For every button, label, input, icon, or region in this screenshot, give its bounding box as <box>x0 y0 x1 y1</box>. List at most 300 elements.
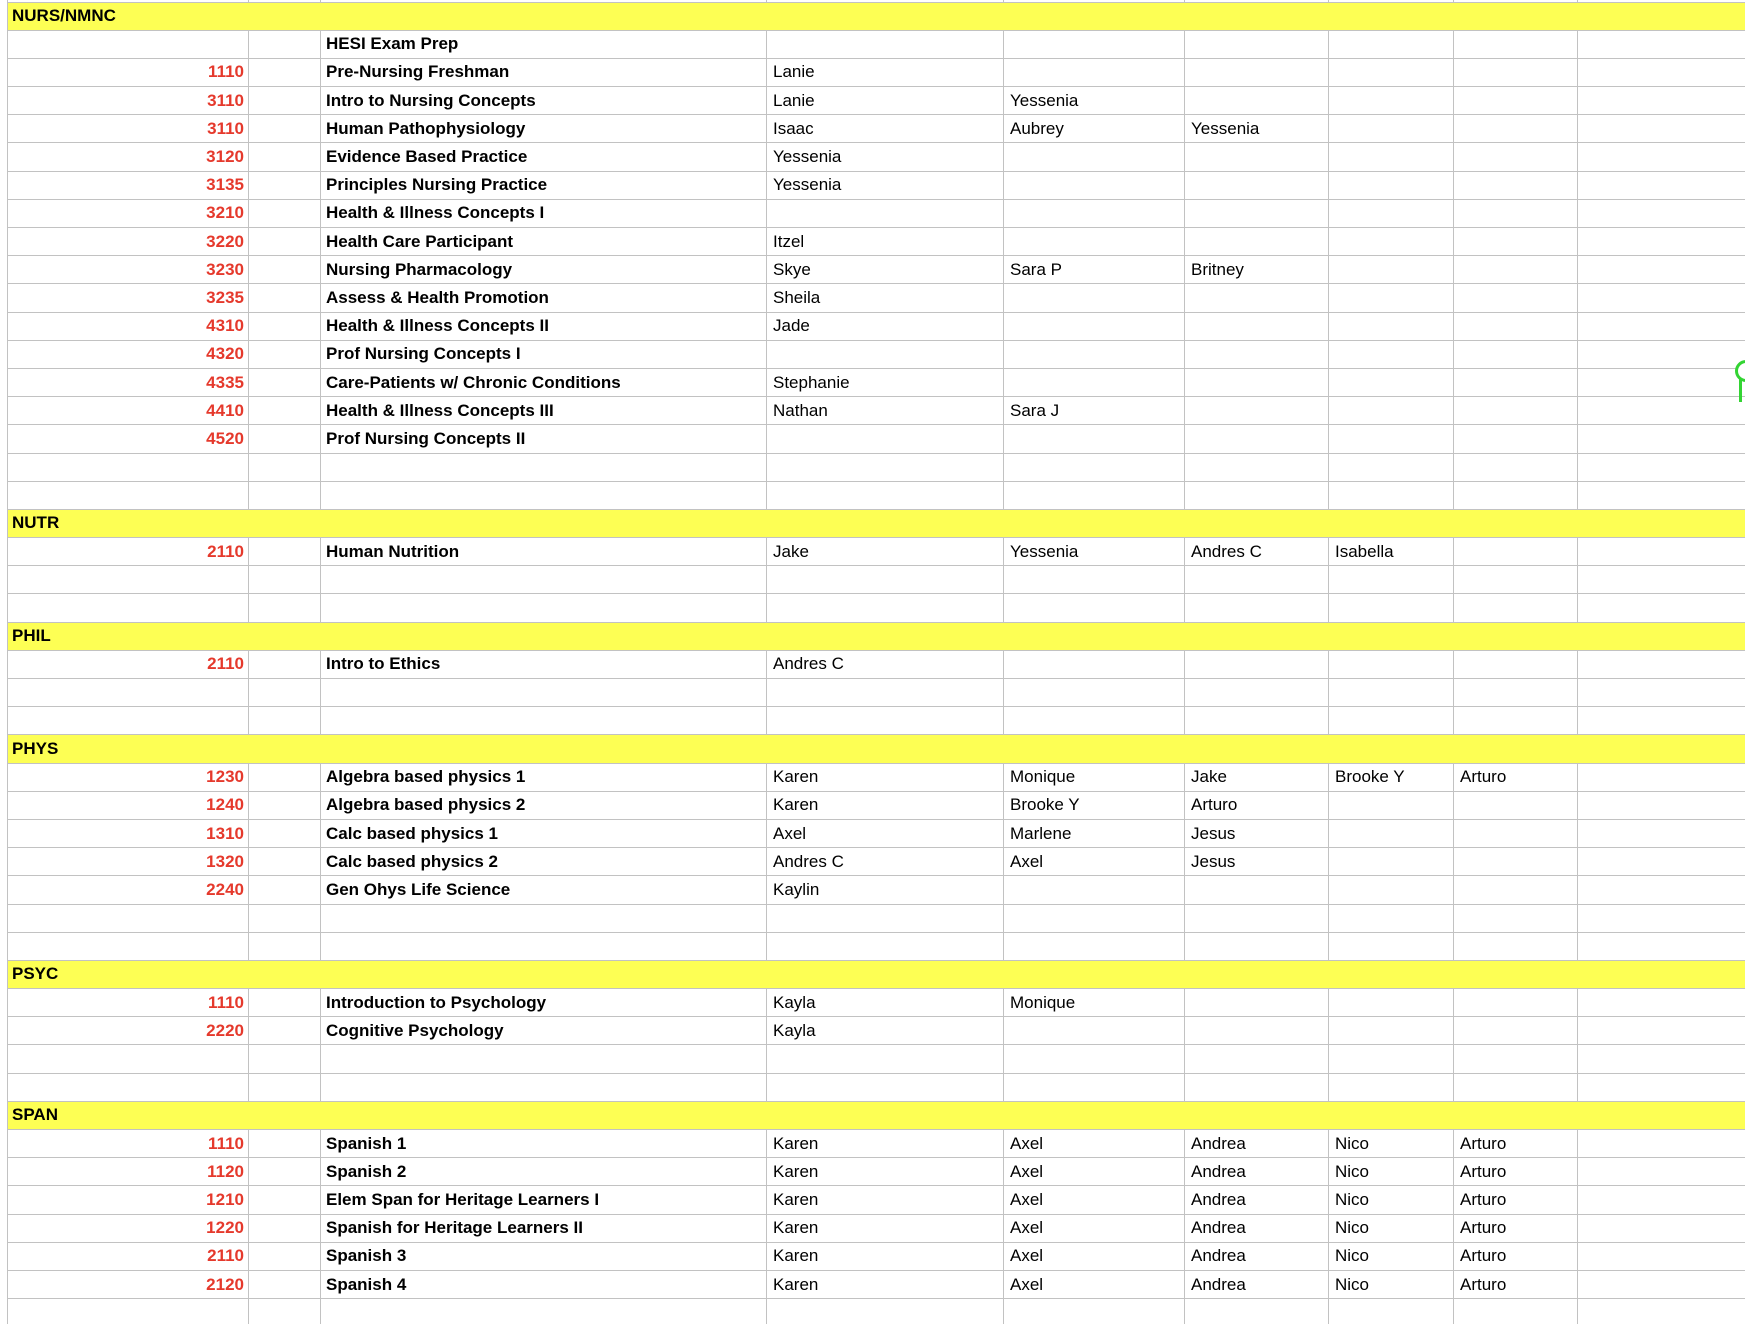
tutor-cell[interactable] <box>1185 454 1329 481</box>
tutor-cell[interactable] <box>1329 313 1454 340</box>
trailing-cell[interactable] <box>1578 1186 1745 1213</box>
tutor-cell[interactable] <box>1454 87 1578 114</box>
tutor-cell[interactable] <box>1329 200 1454 227</box>
trailing-cell[interactable] <box>1578 764 1745 791</box>
tutor-cell[interactable] <box>1454 313 1578 340</box>
tutor-cell[interactable]: Jade <box>767 313 1004 340</box>
tutor-cell[interactable]: Arturo <box>1454 1186 1578 1213</box>
tutor-cell[interactable] <box>1329 594 1454 621</box>
tutor-cell[interactable]: Kaylin <box>767 876 1004 903</box>
trailing-cell[interactable] <box>1578 651 1745 678</box>
tutor-cell[interactable] <box>1329 679 1454 706</box>
tutor-cell[interactable]: Axel <box>1004 1271 1185 1298</box>
tutor-cell[interactable]: Axel <box>1004 848 1185 875</box>
course-number-cell[interactable]: 1230 <box>8 764 249 791</box>
spacer-cell[interactable] <box>249 482 321 509</box>
spacer-cell[interactable] <box>249 172 321 199</box>
tutor-cell[interactable] <box>1185 933 1329 960</box>
tutor-cell[interactable] <box>1185 876 1329 903</box>
tutor-cell[interactable] <box>767 566 1004 593</box>
tutor-cell[interactable]: Andrea <box>1185 1130 1329 1157</box>
course-name-cell[interactable]: Pre-Nursing Freshman <box>321 59 767 86</box>
tutor-cell[interactable] <box>1454 172 1578 199</box>
tutor-cell[interactable]: Andrea <box>1185 1215 1329 1242</box>
tutor-cell[interactable] <box>1329 284 1454 311</box>
tutor-cell[interactable]: Lanie <box>767 87 1004 114</box>
tutor-cell[interactable] <box>1185 87 1329 114</box>
tutor-cell[interactable] <box>1329 228 1454 255</box>
course-name-cell[interactable]: Intro to Ethics <box>321 651 767 678</box>
tutor-cell[interactable]: Nico <box>1329 1130 1454 1157</box>
course-name-cell[interactable]: Calc based physics 1 <box>321 820 767 847</box>
tutor-cell[interactable]: Brooke Y <box>1329 764 1454 791</box>
tutor-cell[interactable] <box>1185 651 1329 678</box>
tutor-cell[interactable]: Karen <box>767 1130 1004 1157</box>
spacer-cell[interactable] <box>249 454 321 481</box>
course-name-cell[interactable] <box>321 1299 767 1324</box>
tutor-cell[interactable] <box>1329 256 1454 283</box>
tutor-cell[interactable]: Nico <box>1329 1186 1454 1213</box>
tutor-cell[interactable] <box>1454 425 1578 452</box>
trailing-cell[interactable] <box>1578 425 1745 452</box>
trailing-cell[interactable] <box>1578 1299 1745 1324</box>
tutor-cell[interactable] <box>767 1299 1004 1324</box>
tutor-cell[interactable] <box>1004 1074 1185 1101</box>
tutor-cell[interactable] <box>1329 369 1454 396</box>
course-number-cell[interactable]: 1120 <box>8 1158 249 1185</box>
tutor-cell[interactable] <box>1004 905 1185 932</box>
spacer-cell[interactable] <box>249 228 321 255</box>
tutor-cell[interactable]: Nathan <box>767 397 1004 424</box>
course-number-cell[interactable]: 1320 <box>8 848 249 875</box>
tutor-cell[interactable] <box>1004 313 1185 340</box>
tutor-cell[interactable]: Karen <box>767 1215 1004 1242</box>
tutor-cell[interactable] <box>1454 31 1578 58</box>
tutor-cell[interactable]: Karen <box>767 764 1004 791</box>
spacer-cell[interactable] <box>249 989 321 1016</box>
tutor-cell[interactable]: Andres C <box>1185 538 1329 565</box>
tutor-cell[interactable] <box>1454 115 1578 142</box>
tutor-cell[interactable]: Karen <box>767 1158 1004 1185</box>
course-name-cell[interactable]: Intro to Nursing Concepts <box>321 87 767 114</box>
tutor-cell[interactable] <box>1454 876 1578 903</box>
tutor-cell[interactable]: Yessenia <box>1185 115 1329 142</box>
course-name-cell[interactable]: Spanish 1 <box>321 1130 767 1157</box>
tutor-cell[interactable] <box>1004 707 1185 734</box>
tutor-cell[interactable]: Axel <box>1004 1215 1185 1242</box>
tutor-cell[interactable]: Karen <box>767 1186 1004 1213</box>
course-name-cell[interactable] <box>321 707 767 734</box>
tutor-cell[interactable] <box>1004 425 1185 452</box>
tutor-cell[interactable] <box>1185 59 1329 86</box>
tutor-cell[interactable] <box>1329 341 1454 368</box>
tutor-cell[interactable]: Brooke Y <box>1004 792 1185 819</box>
spacer-cell[interactable] <box>249 1299 321 1324</box>
course-number-cell[interactable] <box>8 933 249 960</box>
section-row[interactable] <box>8 735 1745 763</box>
course-number-cell[interactable]: 3110 <box>8 115 249 142</box>
section-row[interactable] <box>8 3 1745 31</box>
course-number-cell[interactable]: 2240 <box>8 876 249 903</box>
spacer-cell[interactable] <box>249 200 321 227</box>
course-name-cell[interactable]: Health & Illness Concepts I <box>321 200 767 227</box>
tutor-cell[interactable] <box>1329 0 1454 2</box>
tutor-cell[interactable] <box>1454 594 1578 621</box>
trailing-cell[interactable] <box>1578 0 1745 2</box>
course-number-cell[interactable] <box>8 679 249 706</box>
tutor-cell[interactable] <box>767 482 1004 509</box>
trailing-cell[interactable] <box>1578 341 1745 368</box>
course-name-cell[interactable]: Spanish 3 <box>321 1243 767 1270</box>
tutor-cell[interactable] <box>1004 59 1185 86</box>
course-name-cell[interactable]: Nursing Pharmacology <box>321 256 767 283</box>
tutor-cell[interactable]: Isaac <box>767 115 1004 142</box>
tutor-cell[interactable]: Nico <box>1329 1271 1454 1298</box>
tutor-cell[interactable] <box>767 341 1004 368</box>
tutor-cell[interactable] <box>1329 172 1454 199</box>
course-number-cell[interactable] <box>8 1045 249 1072</box>
trailing-cell[interactable] <box>1578 31 1745 58</box>
tutor-cell[interactable]: Kayla <box>767 989 1004 1016</box>
tutor-cell[interactable]: Axel <box>767 820 1004 847</box>
course-number-cell[interactable]: 2110 <box>8 1243 249 1270</box>
tutor-cell[interactable]: Jake <box>1185 764 1329 791</box>
trailing-cell[interactable] <box>1578 369 1745 396</box>
tutor-cell[interactable] <box>1329 820 1454 847</box>
tutor-cell[interactable]: Nico <box>1329 1158 1454 1185</box>
tutor-cell[interactable] <box>1185 425 1329 452</box>
course-number-cell[interactable] <box>8 1299 249 1324</box>
tutor-cell[interactable] <box>1454 989 1578 1016</box>
trailing-cell[interactable] <box>1578 679 1745 706</box>
tutor-cell[interactable] <box>1454 538 1578 565</box>
course-number-cell[interactable]: 2220 <box>8 1017 249 1044</box>
trailing-cell[interactable] <box>1578 284 1745 311</box>
course-name-cell[interactable]: HESI Exam Prep <box>321 31 767 58</box>
trailing-cell[interactable] <box>1578 397 1745 424</box>
tutor-cell[interactable]: Arturo <box>1454 764 1578 791</box>
tutor-cell[interactable]: Kayla <box>767 1017 1004 1044</box>
spacer-cell[interactable] <box>249 594 321 621</box>
tutor-cell[interactable] <box>1454 228 1578 255</box>
tutor-cell[interactable] <box>1004 876 1185 903</box>
tutor-cell[interactable] <box>1185 679 1329 706</box>
tutor-cell[interactable] <box>1185 1017 1329 1044</box>
spacer-cell[interactable] <box>249 820 321 847</box>
tutor-cell[interactable]: Sara P <box>1004 256 1185 283</box>
tutor-cell[interactable] <box>1329 651 1454 678</box>
spacer-cell[interactable] <box>249 397 321 424</box>
tutor-cell[interactable]: Jesus <box>1185 820 1329 847</box>
tutor-cell[interactable]: Britney <box>1185 256 1329 283</box>
spacer-cell[interactable] <box>249 284 321 311</box>
spacer-cell[interactable] <box>249 369 321 396</box>
tutor-cell[interactable] <box>1454 679 1578 706</box>
course-name-cell[interactable]: Spanish for Heritage Learners II <box>321 1215 767 1242</box>
course-name-cell[interactable] <box>321 482 767 509</box>
tutor-cell[interactable] <box>1004 482 1185 509</box>
trailing-cell[interactable] <box>1578 1130 1745 1157</box>
tutor-cell[interactable]: Yessenia <box>767 143 1004 170</box>
tutor-cell[interactable] <box>1454 905 1578 932</box>
tutor-cell[interactable] <box>1329 876 1454 903</box>
tutor-cell[interactable] <box>767 707 1004 734</box>
tutor-cell[interactable] <box>1454 1017 1578 1044</box>
tutor-cell[interactable]: Andres C <box>767 848 1004 875</box>
tutor-cell[interactable] <box>1454 397 1578 424</box>
tutor-cell[interactable]: Andres C <box>767 651 1004 678</box>
course-name-cell[interactable]: Health Care Participant <box>321 228 767 255</box>
course-number-cell[interactable] <box>8 482 249 509</box>
trailing-cell[interactable] <box>1578 876 1745 903</box>
tutor-cell[interactable]: Arturo <box>1454 1243 1578 1270</box>
course-number-cell[interactable]: 3110 <box>8 87 249 114</box>
tutor-cell[interactable] <box>1185 566 1329 593</box>
course-name-cell[interactable] <box>321 1074 767 1101</box>
tutor-cell[interactable] <box>1185 1299 1329 1324</box>
section-row[interactable] <box>8 1102 1745 1130</box>
spacer-cell[interactable] <box>249 1271 321 1298</box>
tutor-cell[interactable] <box>767 0 1004 2</box>
spacer-cell[interactable] <box>249 341 321 368</box>
tutor-cell[interactable] <box>1185 482 1329 509</box>
course-name-cell[interactable]: Prof Nursing Concepts I <box>321 341 767 368</box>
tutor-cell[interactable] <box>1004 200 1185 227</box>
tutor-cell[interactable] <box>1329 1017 1454 1044</box>
tutor-cell[interactable] <box>1329 566 1454 593</box>
trailing-cell[interactable] <box>1578 594 1745 621</box>
tutor-cell[interactable] <box>1454 1074 1578 1101</box>
tutor-cell[interactable]: Andrea <box>1185 1243 1329 1270</box>
spacer-cell[interactable] <box>249 1158 321 1185</box>
tutor-cell[interactable] <box>1185 200 1329 227</box>
tutor-cell[interactable] <box>1004 651 1185 678</box>
course-number-cell[interactable]: 3135 <box>8 172 249 199</box>
trailing-cell[interactable] <box>1578 482 1745 509</box>
tutor-cell[interactable]: Monique <box>1004 989 1185 1016</box>
tutor-cell[interactable] <box>1185 397 1329 424</box>
tutor-cell[interactable] <box>1004 566 1185 593</box>
tutor-cell[interactable]: Isabella <box>1329 538 1454 565</box>
tutor-cell[interactable] <box>1329 707 1454 734</box>
spacer-cell[interactable] <box>249 59 321 86</box>
tutor-cell[interactable]: Karen <box>767 792 1004 819</box>
spacer-cell[interactable] <box>249 1045 321 1072</box>
trailing-cell[interactable] <box>1578 313 1745 340</box>
tutor-cell[interactable] <box>1454 143 1578 170</box>
course-number-cell[interactable]: 3235 <box>8 284 249 311</box>
trailing-cell[interactable] <box>1578 792 1745 819</box>
tutor-cell[interactable] <box>1329 59 1454 86</box>
course-name-cell[interactable] <box>321 454 767 481</box>
section-row[interactable] <box>8 961 1745 989</box>
course-name-cell[interactable] <box>321 905 767 932</box>
course-name-cell[interactable]: Human Nutrition <box>321 538 767 565</box>
trailing-cell[interactable] <box>1578 707 1745 734</box>
tutor-cell[interactable] <box>767 454 1004 481</box>
trailing-cell[interactable] <box>1578 454 1745 481</box>
course-name-cell[interactable]: Assess & Health Promotion <box>321 284 767 311</box>
course-number-cell[interactable]: 2120 <box>8 1271 249 1298</box>
tutor-cell[interactable] <box>1185 0 1329 2</box>
tutor-cell[interactable]: Stephanie <box>767 369 1004 396</box>
tutor-cell[interactable] <box>1185 905 1329 932</box>
trailing-cell[interactable] <box>1578 538 1745 565</box>
tutor-cell[interactable] <box>1329 397 1454 424</box>
tutor-cell[interactable]: Arturo <box>1454 1215 1578 1242</box>
trailing-cell[interactable] <box>1578 59 1745 86</box>
tutor-cell[interactable]: Andrea <box>1185 1186 1329 1213</box>
tutor-cell[interactable]: Yessenia <box>1004 538 1185 565</box>
tutor-cell[interactable] <box>1185 1045 1329 1072</box>
spacer-cell[interactable] <box>249 566 321 593</box>
trailing-cell[interactable] <box>1578 933 1745 960</box>
tutor-cell[interactable] <box>1454 59 1578 86</box>
tutor-cell[interactable] <box>1454 566 1578 593</box>
course-name-cell[interactable] <box>321 566 767 593</box>
course-name-cell[interactable]: Spanish 2 <box>321 1158 767 1185</box>
tutor-cell[interactable] <box>1004 1299 1185 1324</box>
spacer-cell[interactable] <box>249 1215 321 1242</box>
tutor-cell[interactable]: Andrea <box>1185 1158 1329 1185</box>
course-name-cell[interactable]: Human Pathophysiology <box>321 115 767 142</box>
tutor-cell[interactable] <box>1454 284 1578 311</box>
trailing-cell[interactable] <box>1578 1045 1745 1072</box>
spacer-cell[interactable] <box>249 1074 321 1101</box>
tutor-cell[interactable] <box>767 679 1004 706</box>
spacer-cell[interactable] <box>249 707 321 734</box>
tutor-cell[interactable] <box>1454 200 1578 227</box>
tutor-cell[interactable] <box>1454 341 1578 368</box>
tutor-cell[interactable] <box>1454 454 1578 481</box>
trailing-cell[interactable] <box>1578 820 1745 847</box>
trailing-cell[interactable] <box>1578 87 1745 114</box>
spacer-cell[interactable] <box>249 425 321 452</box>
course-number-cell[interactable] <box>8 566 249 593</box>
spacer-cell[interactable] <box>249 1130 321 1157</box>
tutor-cell[interactable]: Arturo <box>1454 1271 1578 1298</box>
trailing-cell[interactable] <box>1578 115 1745 142</box>
tutor-cell[interactable] <box>1185 143 1329 170</box>
spacer-cell[interactable] <box>249 876 321 903</box>
trailing-cell[interactable] <box>1578 228 1745 255</box>
course-number-cell[interactable]: 3120 <box>8 143 249 170</box>
tutor-cell[interactable]: Monique <box>1004 764 1185 791</box>
tutor-cell[interactable]: Jake <box>767 538 1004 565</box>
tutor-cell[interactable]: Yessenia <box>767 172 1004 199</box>
trailing-cell[interactable] <box>1578 989 1745 1016</box>
tutor-cell[interactable] <box>1004 284 1185 311</box>
course-number-cell[interactable]: 1240 <box>8 792 249 819</box>
trailing-cell[interactable] <box>1578 143 1745 170</box>
spacer-cell[interactable] <box>249 848 321 875</box>
spacer-cell[interactable] <box>249 764 321 791</box>
course-number-cell[interactable] <box>8 594 249 621</box>
section-row[interactable] <box>8 510 1745 538</box>
course-name-cell[interactable]: Introduction to Psychology <box>321 989 767 1016</box>
course-number-cell[interactable] <box>8 454 249 481</box>
course-name-cell[interactable]: Evidence Based Practice <box>321 143 767 170</box>
tutor-cell[interactable] <box>1004 369 1185 396</box>
tutor-cell[interactable] <box>1004 933 1185 960</box>
course-number-cell[interactable]: 4310 <box>8 313 249 340</box>
tutor-cell[interactable] <box>1004 341 1185 368</box>
trailing-cell[interactable] <box>1578 256 1745 283</box>
course-number-cell[interactable]: 4335 <box>8 369 249 396</box>
tutor-cell[interactable] <box>1185 172 1329 199</box>
tutor-cell[interactable] <box>1185 594 1329 621</box>
course-name-cell[interactable]: Elem Span for Heritage Learners I <box>321 1186 767 1213</box>
tutor-cell[interactable] <box>1004 143 1185 170</box>
tutor-cell[interactable] <box>1185 1074 1329 1101</box>
tutor-cell[interactable] <box>1185 31 1329 58</box>
tutor-cell[interactable]: Karen <box>767 1271 1004 1298</box>
course-name-cell[interactable]: Principles Nursing Practice <box>321 172 767 199</box>
course-number-cell[interactable]: 1110 <box>8 989 249 1016</box>
tutor-cell[interactable] <box>1329 115 1454 142</box>
tutor-cell[interactable] <box>767 425 1004 452</box>
trailing-cell[interactable] <box>1578 172 1745 199</box>
course-name-cell[interactable] <box>321 0 767 2</box>
tutor-cell[interactable]: Skye <box>767 256 1004 283</box>
tutor-cell[interactable] <box>767 933 1004 960</box>
tutor-cell[interactable] <box>1185 313 1329 340</box>
tutor-cell[interactable] <box>767 905 1004 932</box>
trailing-cell[interactable] <box>1578 905 1745 932</box>
tutor-cell[interactable] <box>1454 256 1578 283</box>
tutor-cell[interactable] <box>767 31 1004 58</box>
course-name-cell[interactable] <box>321 594 767 621</box>
course-number-cell[interactable]: 2110 <box>8 538 249 565</box>
tutor-cell[interactable] <box>1329 482 1454 509</box>
trailing-cell[interactable] <box>1578 1271 1745 1298</box>
spacer-cell[interactable] <box>249 313 321 340</box>
spacer-cell[interactable] <box>249 933 321 960</box>
course-number-cell[interactable]: 3220 <box>8 228 249 255</box>
tutor-cell[interactable] <box>1004 172 1185 199</box>
trailing-cell[interactable] <box>1578 1243 1745 1270</box>
tutor-cell[interactable] <box>1185 707 1329 734</box>
tutor-cell[interactable]: Marlene <box>1004 820 1185 847</box>
tutor-cell[interactable]: Arturo <box>1454 1158 1578 1185</box>
tutor-cell[interactable] <box>1004 1045 1185 1072</box>
tutor-cell[interactable]: Arturo <box>1454 1130 1578 1157</box>
tutor-cell[interactable] <box>1329 143 1454 170</box>
tutor-cell[interactable] <box>1329 1045 1454 1072</box>
spacer-cell[interactable] <box>249 905 321 932</box>
tutor-cell[interactable]: Axel <box>1004 1158 1185 1185</box>
tutor-cell[interactable] <box>1004 594 1185 621</box>
tutor-cell[interactable]: Jesus <box>1185 848 1329 875</box>
tutor-cell[interactable] <box>1454 792 1578 819</box>
tutor-cell[interactable] <box>1185 341 1329 368</box>
course-number-cell[interactable]: 1310 <box>8 820 249 847</box>
trailing-cell[interactable] <box>1578 1215 1745 1242</box>
tutor-cell[interactable] <box>1185 284 1329 311</box>
tutor-cell[interactable] <box>1185 989 1329 1016</box>
spacer-cell[interactable] <box>249 143 321 170</box>
course-name-cell[interactable]: Care-Patients w/ Chronic Conditions <box>321 369 767 396</box>
course-name-cell[interactable] <box>321 679 767 706</box>
tutor-cell[interactable] <box>767 1074 1004 1101</box>
tutor-cell[interactable]: Sara J <box>1004 397 1185 424</box>
tutor-cell[interactable]: Nico <box>1329 1215 1454 1242</box>
course-name-cell[interactable] <box>321 1045 767 1072</box>
tutor-cell[interactable] <box>1454 0 1578 2</box>
course-number-cell[interactable]: 1110 <box>8 59 249 86</box>
spacer-cell[interactable] <box>249 256 321 283</box>
trailing-cell[interactable] <box>1578 1017 1745 1044</box>
